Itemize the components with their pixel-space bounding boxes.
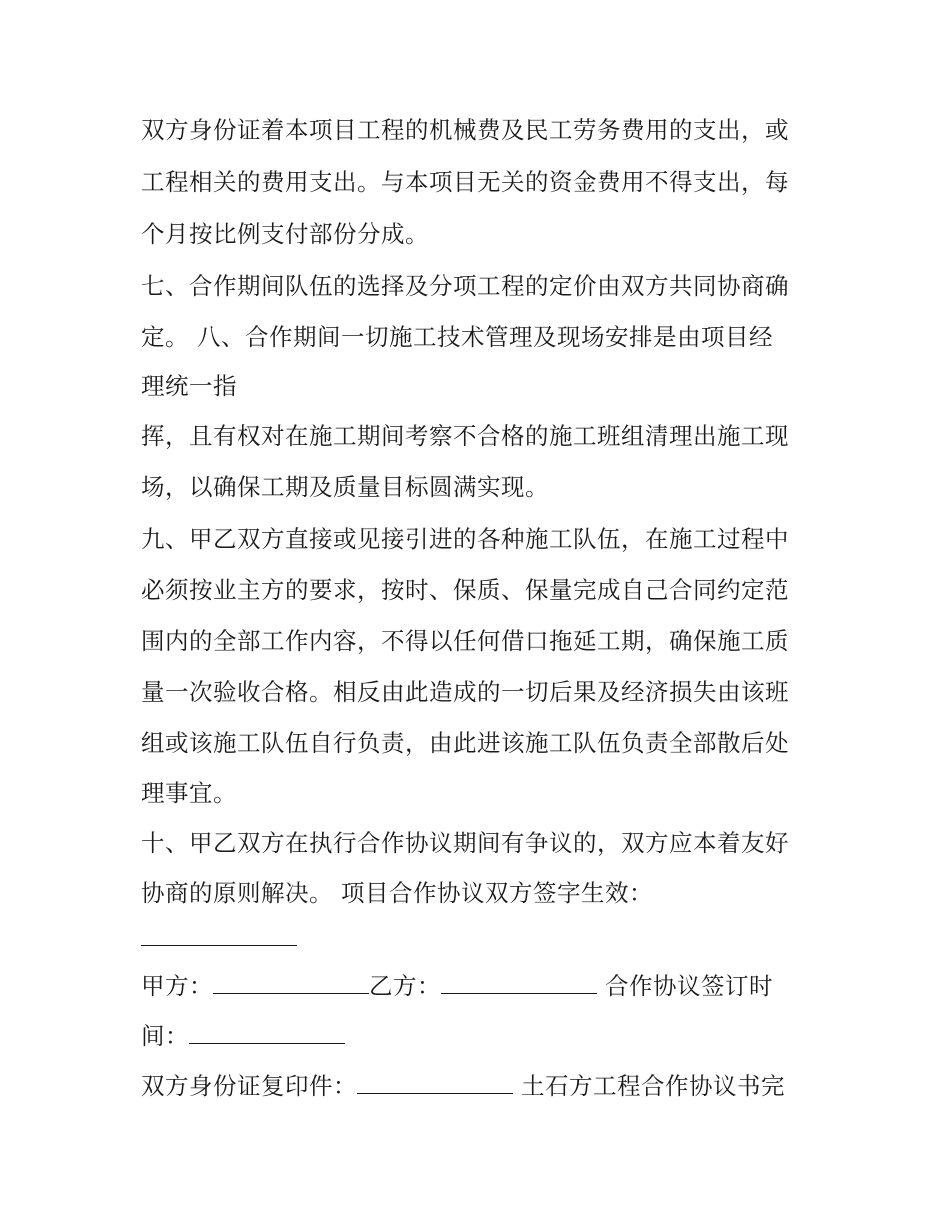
- id-copy-row: [141, 1071, 785, 1101]
- text-line: 定。 八、合作期间一切施工技术管理及现场安排是由项目经: [141, 323, 773, 351]
- party-a-blank: [213, 971, 369, 994]
- date-row: [141, 1021, 345, 1051]
- text-line: 十、甲乙双方在执行合作协议期间有争议的，双方应本着友好: [141, 829, 789, 857]
- party-b-label: 乙方：: [369, 972, 441, 1000]
- text-line: 个月按比例支付部份分成。: [141, 220, 429, 248]
- id-copy-label: 双方身份证复印件：: [141, 1072, 357, 1100]
- text-line: 工程相关的费用支出。与本项目无关的资金费用不得支出，每: [141, 168, 789, 196]
- text-line: 协商的原则解决。 项目合作协议双方签字生效：: [141, 879, 653, 907]
- date-blank: [189, 1021, 345, 1044]
- party-b-blank: [441, 971, 597, 994]
- signature-blank: [141, 945, 297, 946]
- date-label-continued: 间：: [141, 1022, 189, 1050]
- text-line: 必须按业主方的要求，按时、保质、保量完成自己合同约定范: [141, 576, 789, 604]
- text-line: 理统一指: [141, 372, 237, 400]
- text-line: 双方身份证着本项目工程的机械费及民工劳务费用的支出，或: [141, 116, 789, 144]
- text-line: 围内的全部工作内容，不得以任何借口拖延工期，确保施工质: [141, 627, 789, 655]
- signature-row: [141, 971, 773, 1001]
- text-line: 场，以确保工期及质量目标圆满实现。: [141, 473, 549, 501]
- text-line: 组或该施工队伍自行负责，由此进该施工队伍负责全部散后处: [141, 729, 789, 757]
- text-line: 理事宜。: [141, 779, 237, 807]
- text-line: 九、甲乙双方直接或见接引进的各种施工队伍，在施工过程中: [141, 525, 789, 553]
- text-line: 七、合作期间队伍的选择及分项工程的定价由双方共同协商确: [141, 272, 789, 300]
- party-a-label: 甲方：: [141, 972, 213, 1000]
- date-label: 合作协议签订时: [604, 972, 773, 1000]
- text-line: 挥，且有权对在施工期间考察不合格的施工班组清理出施工现: [141, 422, 789, 450]
- text-line: 量一次验收合格。相反由此造成的一切后果及经济损失由该班: [141, 678, 789, 706]
- end-text: 土石方工程合作协议书完: [520, 1072, 785, 1100]
- id-copy-blank: [357, 1071, 513, 1094]
